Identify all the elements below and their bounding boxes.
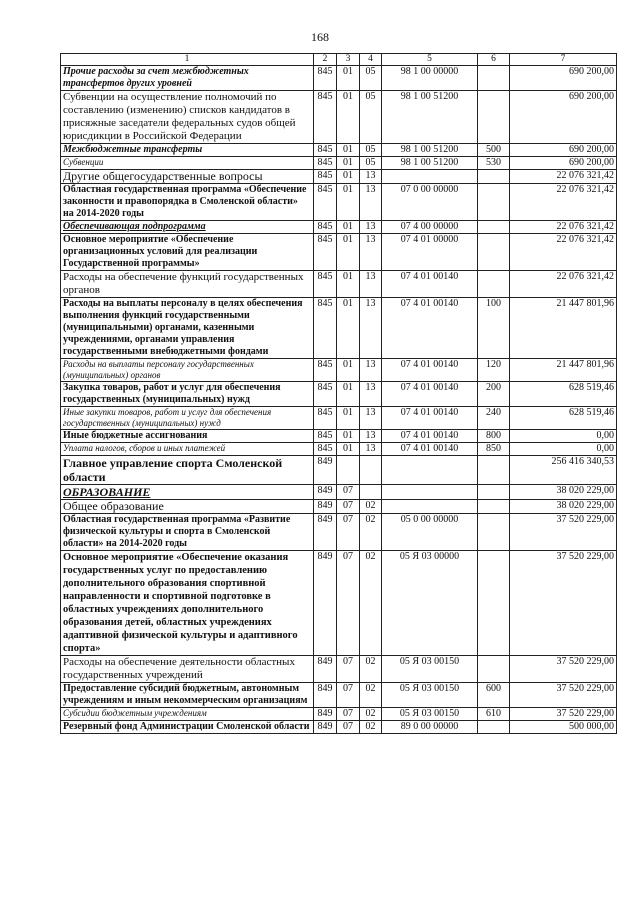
row-amount: 690 200,00 [510, 66, 617, 91]
row-amount: 256 416 340,53 [510, 456, 617, 485]
row-name: Основное мероприятие «Обеспечение оказания государственных услуг по предоставлению дополнительного образования спортивной направленности и спортивной подготовке в областных учреждениях дополнительного образования детей, областных учреждениях адаптивной физической культуры и адаптивного спорта» [61, 551, 314, 656]
row-subsection: 02 [360, 708, 382, 721]
table-row [61, 443, 617, 456]
row-subsection: 13 [360, 170, 382, 184]
row-section: 01 [337, 298, 360, 359]
row-target-article: 07 4 01 00140 [382, 407, 478, 430]
row-section: 01 [337, 234, 360, 271]
row-subsection: 05 [360, 91, 382, 144]
table-row [61, 221, 617, 234]
table-row [61, 721, 617, 734]
row-section: 07 [337, 656, 360, 683]
row-target-article: 98 1 00 00000 [382, 66, 478, 91]
row-ministry-code: 845 [314, 184, 337, 221]
row-expense-type: 530 [478, 157, 510, 170]
row-name: Другие общегосударственные вопросы [61, 170, 314, 184]
row-ministry-code: 849 [314, 656, 337, 683]
row-target-article: 05 0 00 00000 [382, 514, 478, 551]
row-subsection: 02 [360, 656, 382, 683]
row-section: 01 [337, 407, 360, 430]
row-expense-type [478, 456, 510, 485]
row-expense-type [478, 721, 510, 734]
row-target-article: 98 1 00 51200 [382, 144, 478, 157]
page-number: 168 [311, 30, 329, 44]
table-row [61, 683, 617, 708]
row-target-article: 05 Я 03 00150 [382, 656, 478, 683]
table-row [61, 407, 617, 430]
row-section [337, 456, 360, 485]
row-amount: 628 519,46 [510, 382, 617, 407]
row-section: 01 [337, 221, 360, 234]
row-ministry-code: 845 [314, 443, 337, 456]
row-ministry-code: 845 [314, 430, 337, 443]
row-ministry-code: 845 [314, 91, 337, 144]
row-target-article: 07 4 01 00140 [382, 359, 478, 382]
row-ministry-code: 849 [314, 456, 337, 485]
row-subsection [360, 485, 382, 500]
row-amount: 21 447 801,96 [510, 359, 617, 382]
row-section: 01 [337, 359, 360, 382]
row-target-article [382, 170, 478, 184]
row-subsection: 13 [360, 430, 382, 443]
row-name: Расходы на обеспечение функций государственных органов [61, 271, 314, 298]
row-name: Расходы на обеспечение деятельности областных государственных учреждений [61, 656, 314, 683]
row-amount: 500 000,00 [510, 721, 617, 734]
row-subsection: 13 [360, 382, 382, 407]
row-ministry-code: 849 [314, 485, 337, 500]
row-target-article [382, 456, 478, 485]
row-section: 07 [337, 708, 360, 721]
row-target-article [382, 500, 478, 514]
row-amount: 628 519,46 [510, 407, 617, 430]
row-expense-type [478, 66, 510, 91]
row-subsection: 13 [360, 271, 382, 298]
row-subsection: 13 [360, 234, 382, 271]
row-section: 01 [337, 144, 360, 157]
row-target-article: 07 4 01 00000 [382, 234, 478, 271]
row-ministry-code: 845 [314, 298, 337, 359]
row-ministry-code: 849 [314, 551, 337, 656]
row-target-article: 05 Я 03 00000 [382, 551, 478, 656]
row-expense-type [478, 170, 510, 184]
row-ministry-code: 845 [314, 144, 337, 157]
row-ministry-code: 849 [314, 514, 337, 551]
row-ministry-code: 845 [314, 221, 337, 234]
table-row [61, 234, 617, 271]
table-row [61, 456, 617, 485]
row-target-article: 89 0 00 00000 [382, 721, 478, 734]
row-name: Главное управление спорта Смоленской области [61, 456, 314, 485]
row-ministry-code: 849 [314, 708, 337, 721]
row-name: Уплата налогов, сборов и иных платежей [61, 443, 314, 456]
row-section: 01 [337, 91, 360, 144]
row-amount: 37 520 229,00 [510, 551, 617, 656]
row-expense-type [478, 221, 510, 234]
row-amount: 37 520 229,00 [510, 683, 617, 708]
row-subsection [360, 456, 382, 485]
row-section: 07 [337, 721, 360, 734]
row-subsection: 05 [360, 157, 382, 170]
row-subsection: 05 [360, 144, 382, 157]
row-ministry-code: 845 [314, 157, 337, 170]
row-expense-type [478, 91, 510, 144]
row-section: 07 [337, 514, 360, 551]
row-name: Субвенции [61, 157, 314, 170]
row-section: 01 [337, 382, 360, 407]
row-amount: 690 200,00 [510, 157, 617, 170]
row-subsection: 02 [360, 721, 382, 734]
column-header: 6 [478, 54, 510, 66]
row-amount: 22 076 321,42 [510, 170, 617, 184]
row-ministry-code: 845 [314, 359, 337, 382]
row-name: Областная государственная программа «Развитие физической культуры и спорта в Смоленской области» на 2014-2020 годы [61, 514, 314, 551]
row-ministry-code: 845 [314, 382, 337, 407]
row-expense-type: 120 [478, 359, 510, 382]
table-row [61, 656, 617, 683]
row-name: Иные закупки товаров, работ и услуг для обеспечения государственных (муниципальных) нужд [61, 407, 314, 430]
table-row [61, 298, 617, 359]
table-row [61, 430, 617, 443]
row-subsection: 13 [360, 221, 382, 234]
row-amount: 22 076 321,42 [510, 234, 617, 271]
row-target-article: 07 4 01 00140 [382, 382, 478, 407]
row-amount: 38 020 229,00 [510, 500, 617, 514]
row-subsection: 13 [360, 443, 382, 456]
row-expense-type [478, 551, 510, 656]
table-row [61, 485, 617, 500]
row-expense-type: 600 [478, 683, 510, 708]
row-amount: 0,00 [510, 443, 617, 456]
row-expense-type [478, 500, 510, 514]
table-row [61, 382, 617, 407]
row-ministry-code: 849 [314, 500, 337, 514]
row-subsection: 02 [360, 514, 382, 551]
row-section: 01 [337, 430, 360, 443]
table-row [61, 514, 617, 551]
row-expense-type [478, 656, 510, 683]
row-subsection: 13 [360, 359, 382, 382]
row-target-article: 98 1 00 51200 [382, 91, 478, 144]
row-name: ОБРАЗОВАНИЕ [61, 485, 314, 500]
row-subsection: 02 [360, 500, 382, 514]
row-name: Закупка товаров, работ и услуг для обеспечения государственных (муниципальных) нужд [61, 382, 314, 407]
row-amount: 21 447 801,96 [510, 298, 617, 359]
row-amount: 690 200,00 [510, 91, 617, 144]
row-amount: 22 076 321,42 [510, 271, 617, 298]
row-name: Межбюджетные трансферты [61, 144, 314, 157]
table-row [61, 271, 617, 298]
row-ministry-code: 845 [314, 271, 337, 298]
row-target-article: 05 Я 03 00150 [382, 708, 478, 721]
row-expense-type: 850 [478, 443, 510, 456]
row-subsection: 02 [360, 551, 382, 656]
row-expense-type [478, 234, 510, 271]
row-subsection: 13 [360, 184, 382, 221]
row-target-article: 07 4 01 00140 [382, 430, 478, 443]
row-target-article: 07 0 00 00000 [382, 184, 478, 221]
row-section: 07 [337, 500, 360, 514]
table-row [61, 708, 617, 721]
row-amount: 0,00 [510, 430, 617, 443]
row-section: 01 [337, 66, 360, 91]
row-name: Предоставление субсидий бюджетным, автономным учреждениям и иным некоммерческим организациям [61, 683, 314, 708]
table-row [61, 66, 617, 91]
row-name: Расходы на выплаты персоналу в целях обеспечения выполнения функций государственными (муниципальными) органами, казенными учреждениями, органами управления государственными внебюджетными фондами [61, 298, 314, 359]
row-target-article: 98 1 00 51200 [382, 157, 478, 170]
row-target-article: 07 4 01 00140 [382, 271, 478, 298]
row-name: Расходы на выплаты персоналу государственных (муниципальных) органов [61, 359, 314, 382]
row-section: 01 [337, 271, 360, 298]
row-name: Субсидии бюджетным учреждениям [61, 708, 314, 721]
row-ministry-code: 845 [314, 407, 337, 430]
row-expense-type: 100 [478, 298, 510, 359]
row-target-article: 07 4 01 00140 [382, 443, 478, 456]
row-section: 01 [337, 170, 360, 184]
row-expense-type [478, 184, 510, 221]
row-name: Резервный фонд Администрации Смоленской области [61, 721, 314, 734]
row-amount: 38 020 229,00 [510, 485, 617, 500]
table-row [61, 551, 617, 656]
row-subsection: 05 [360, 66, 382, 91]
table-row [61, 359, 617, 382]
row-subsection: 13 [360, 298, 382, 359]
row-name: Общее образование [61, 500, 314, 514]
table-header-row [61, 54, 617, 66]
row-expense-type: 240 [478, 407, 510, 430]
row-amount: 37 520 229,00 [510, 656, 617, 683]
row-amount: 22 076 321,42 [510, 221, 617, 234]
row-section: 07 [337, 485, 360, 500]
row-amount: 37 520 229,00 [510, 514, 617, 551]
row-amount: 690 200,00 [510, 144, 617, 157]
row-ministry-code: 849 [314, 683, 337, 708]
row-expense-type: 800 [478, 430, 510, 443]
row-name: Субвенции на осуществление полномочий по составлению (изменению) списков кандидатов в присяжные заседатели федеральных судов общей юрисдикции в Российской Федерации [61, 91, 314, 144]
row-subsection: 02 [360, 683, 382, 708]
table-row [61, 157, 617, 170]
row-ministry-code: 845 [314, 170, 337, 184]
row-section: 01 [337, 157, 360, 170]
table-row [61, 91, 617, 144]
row-amount: 22 076 321,42 [510, 184, 617, 221]
column-header: 1 [61, 54, 314, 66]
row-ministry-code: 845 [314, 66, 337, 91]
row-amount: 37 520 229,00 [510, 708, 617, 721]
row-name: Основное мероприятие «Обеспечение организационных условий для реализации Государственной программы» [61, 234, 314, 271]
column-header: 5 [382, 54, 478, 66]
row-expense-type [478, 271, 510, 298]
row-name: Областная государственная программа «Обеспечение законности и правопорядка в Смоленской области» на 2014-2020 годы [61, 184, 314, 221]
row-section: 01 [337, 184, 360, 221]
table-row [61, 144, 617, 157]
row-section: 01 [337, 443, 360, 456]
row-name: Прочие расходы за счет межбюджетных трансфертов других уровней [61, 66, 314, 91]
column-header: 2 [314, 54, 337, 66]
row-name: Обеспечивающая подпрограмма [61, 221, 314, 234]
row-target-article: 07 4 01 00140 [382, 298, 478, 359]
table-row [61, 170, 617, 184]
row-expense-type [478, 485, 510, 500]
row-name: Иные бюджетные ассигнования [61, 430, 314, 443]
column-header: 4 [360, 54, 382, 66]
row-expense-type: 200 [478, 382, 510, 407]
row-ministry-code: 849 [314, 721, 337, 734]
budget-table [60, 53, 617, 734]
row-target-article: 07 4 00 00000 [382, 221, 478, 234]
row-target-article: 05 Я 03 00150 [382, 683, 478, 708]
row-subsection: 13 [360, 407, 382, 430]
row-expense-type: 500 [478, 144, 510, 157]
column-header: 3 [337, 54, 360, 66]
row-expense-type [478, 514, 510, 551]
row-ministry-code: 845 [314, 234, 337, 271]
row-expense-type: 610 [478, 708, 510, 721]
row-section: 07 [337, 683, 360, 708]
table-row [61, 184, 617, 221]
row-section: 07 [337, 551, 360, 656]
column-header: 7 [510, 54, 617, 66]
row-target-article [382, 485, 478, 500]
table-row [61, 500, 617, 514]
